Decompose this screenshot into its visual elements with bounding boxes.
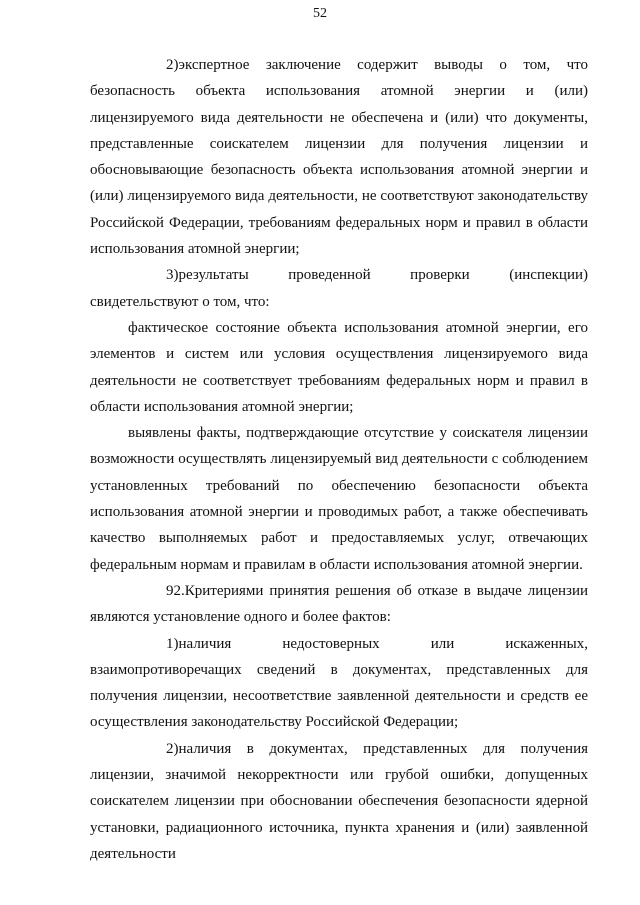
paragraph-section-92 (90, 578, 588, 631)
paragraph-text: выявлены факты, подтверждающие отсутствие у соискателя лицензии возможности осуществлять лицензируемый вид деятельности с соблюдением установленных требований по обеспечению безопасности объекта использования атомной энергии и проводимых работ, а также обеспечивать качество выполняемых работ и предоставляемых услуг, отвечающих федеральным нормам и правилам в области использования атомной энергии. (90, 425, 588, 573)
paragraph-fact-state (90, 315, 588, 420)
paragraph-item-1 (90, 631, 588, 736)
list-marker: 2) (166, 57, 179, 73)
list-marker: 3) (166, 267, 179, 284)
paragraph-text: Критериями принятия решения об отказе в выдаче лицензии являются установление одного и более фактов: (90, 582, 588, 626)
page-number: 52 (313, 6, 327, 21)
list-marker: 1) (166, 635, 179, 652)
paragraph-text: наличия недостоверных или искаженных, взаимопротиворечащих сведений в документах, представленных для получения лицензии, несоответствие заявленной деятельности и средств ее осуществления законодательству Российской Федерации; (90, 635, 588, 731)
section-number: 92. (166, 582, 185, 599)
paragraph-item-3 (90, 262, 588, 315)
paragraph-text: наличия в документах, представленных для получения лицензии, значимой некорректности или грубой ошибки, допущенных соискателем лицензии при обосновании обеспечения безопасности ядерной установки, радиационного источника, пункта хранения и (или) заявленной деятельности (90, 740, 588, 862)
paragraph-item-2b (90, 736, 588, 867)
paragraph-facts-revealed (90, 420, 588, 578)
paragraph-text: экспертное заключение содержит выводы о том, что безопасность объекта использования атомной энергии и (или) лицензируемого вида деятельности не обеспечена и (или) что документы, представленные соискателем лицензии для получения лицензии и обосновывающие безопасность объекта использования атомной энергии и (или) лицензируемого вида деятельности, не соответствуют законодательству Российской Федерации, требованиям федеральных норм и правил в области использования атомной энергии; (90, 57, 588, 258)
paragraph-item-2 (90, 52, 588, 262)
paragraph-text: результаты проведенной проверки (инспекции) свидетельствуют о том, что: (90, 267, 588, 310)
paragraph-text: фактическое состояние объекта использования атомной энергии, его элементов и систем или условия осуществления лицензируемого вида деятельности не соответствует требованиям федеральных норм и правил в области использования атомной энергии; (90, 319, 588, 415)
list-marker: 2) (166, 740, 179, 757)
document-body (90, 52, 588, 867)
